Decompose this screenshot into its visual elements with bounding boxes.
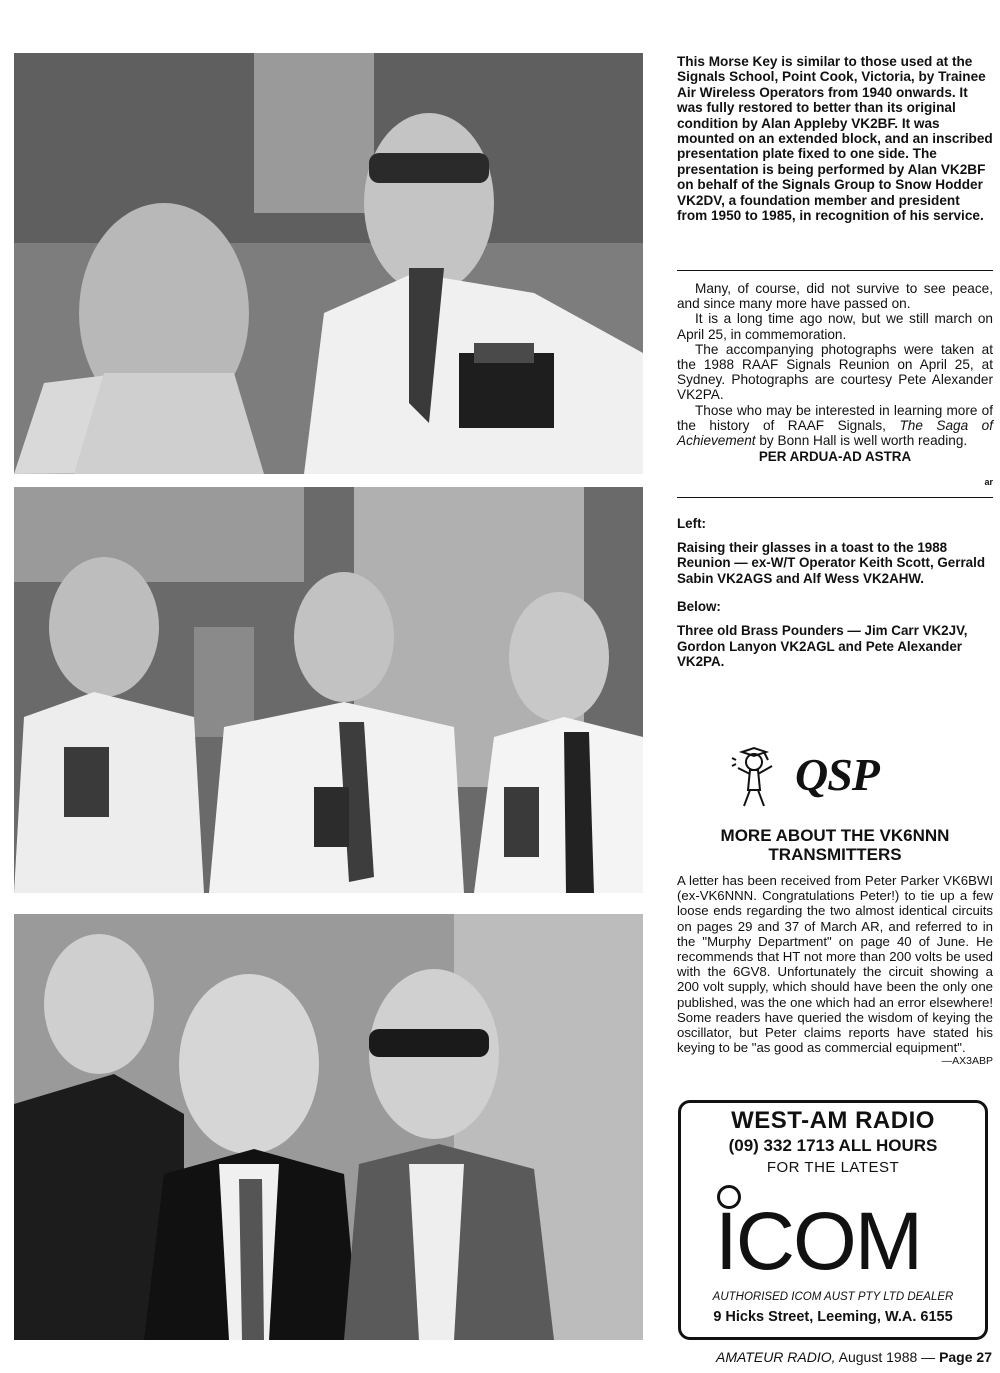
photo-morse-key-presentation — [14, 53, 643, 474]
caption-below-label: Below: — [677, 599, 721, 615]
advertisement-west-am-radio — [678, 1100, 988, 1340]
qsp-title: QSP — [795, 749, 879, 800]
photo-brass-pounders-image — [14, 914, 643, 1340]
footer-publication: AMATEUR RADIO, — [716, 1349, 836, 1365]
ad-dealer: AUTHORISED ICOM AUST PTY LTD DEALER — [712, 1291, 954, 1303]
photo-captions — [677, 516, 993, 669]
qsp-headline-line-1: MORE ABOUT THE VK6NNN — [720, 826, 950, 845]
qsp-headline-line-2: TRANSMITTERS — [768, 844, 902, 864]
article-paragraph: Many, of course, did not survive to see peace, and since many more have passed on. — [677, 281, 993, 312]
photo-raising-glasses — [14, 487, 643, 893]
article-paragraph: Those who may be interested in learning more of the history of RAAF Signals, The Saga of Achievement by Bonn Hall is well worth reading. — [677, 402, 994, 449]
ad-phone: (09) 332 1713 ALL HOURS — [728, 1136, 938, 1155]
qsp-body — [677, 873, 993, 1070]
caption-morse-key: This Morse Key is similar to those used at the Signals School, Point Cook, Victoria, by Trainee Air Wireless Operators from 1940 onwards. It was fully restored to better than its original condition by Alan Appleby VK2BF. It was mounted on an extended block, and an inscribed presentation plate fixed to one side. The presentation is being performed by Alan VK2BF on behalf of the Signals Group to Snow Hodder VK2DV, a foundation member and president from 1950 to 1985, in recognition of his service. — [677, 54, 993, 224]
qsp-body-text: A letter has been received from Peter Parker VK6BWI (ex-VK6NNN. Congratulations Peter!) to tie up a few loose ends regarding the two almost identical circuits on pages 29 and 37 of March AR, and referred to in the "Murphy Department" on page 40 of June. He recommends that HT not more than 200 volts be used with the 6GV8. Unfortunately the circuit showing a 200 volt supply, which should have been the only one published, was the one which had an error elsewhere! Some readers have queried the wisdom of keying the oscillator, but Peter claims reports have stated his keying to be "as good as commercial equipment". — [677, 873, 993, 1056]
caption-left-text: Raising their glasses in a toast to the 1988 Reunion — ex-W/T Operator Keith Scott, Gerrald Sabin VK2AGS and Alf Wess VK2AHW. — [677, 540, 986, 586]
divider-rule — [677, 497, 993, 498]
qsp-signature: —AX3ABP — [941, 1055, 993, 1068]
stick-figure-icon — [730, 746, 784, 812]
photo-raising-glasses-image — [14, 487, 643, 893]
ad-latest: FOR THE LATEST — [766, 1159, 900, 1176]
book-title: The Saga of Achievement — [677, 417, 994, 449]
page-footer — [716, 1349, 992, 1365]
end-mark: ar — [984, 477, 993, 487]
article-paragraph: The accompanying photographs were taken at the 1988 RAAF Signals Reunion on April 25, at Sydney. Photographs are courtesy Pete Alexander VK2PA. — [677, 341, 993, 403]
ad-title: WEST-AM RADIO — [731, 1107, 935, 1134]
caption-left-label: Left: — [677, 516, 707, 531]
qsp-headline — [677, 827, 993, 864]
footer-date: August 1988 — — [835, 1349, 940, 1365]
caption-below-text: Three old Brass Pounders — Jim Carr VK2JV, Gordon Lanyon VK2AGL and Pete Alexander VK2PA. — [677, 623, 968, 670]
footer-page: Page 27 — [939, 1349, 992, 1365]
divider-rule — [677, 270, 993, 271]
photo-morse-key-image — [14, 53, 643, 474]
ad-brand-logo: ICOM — [715, 1196, 922, 1287]
article-paragraph: It is a long time ago now, but we still march on April 25, in commemoration. — [677, 311, 993, 342]
photo-brass-pounders — [14, 914, 643, 1340]
article-body — [677, 281, 993, 464]
motto: PER ARDUA-AD ASTRA — [758, 449, 912, 465]
ad-address: 9 Hicks Street, Leeming, W.A. 6155 — [713, 1309, 953, 1325]
